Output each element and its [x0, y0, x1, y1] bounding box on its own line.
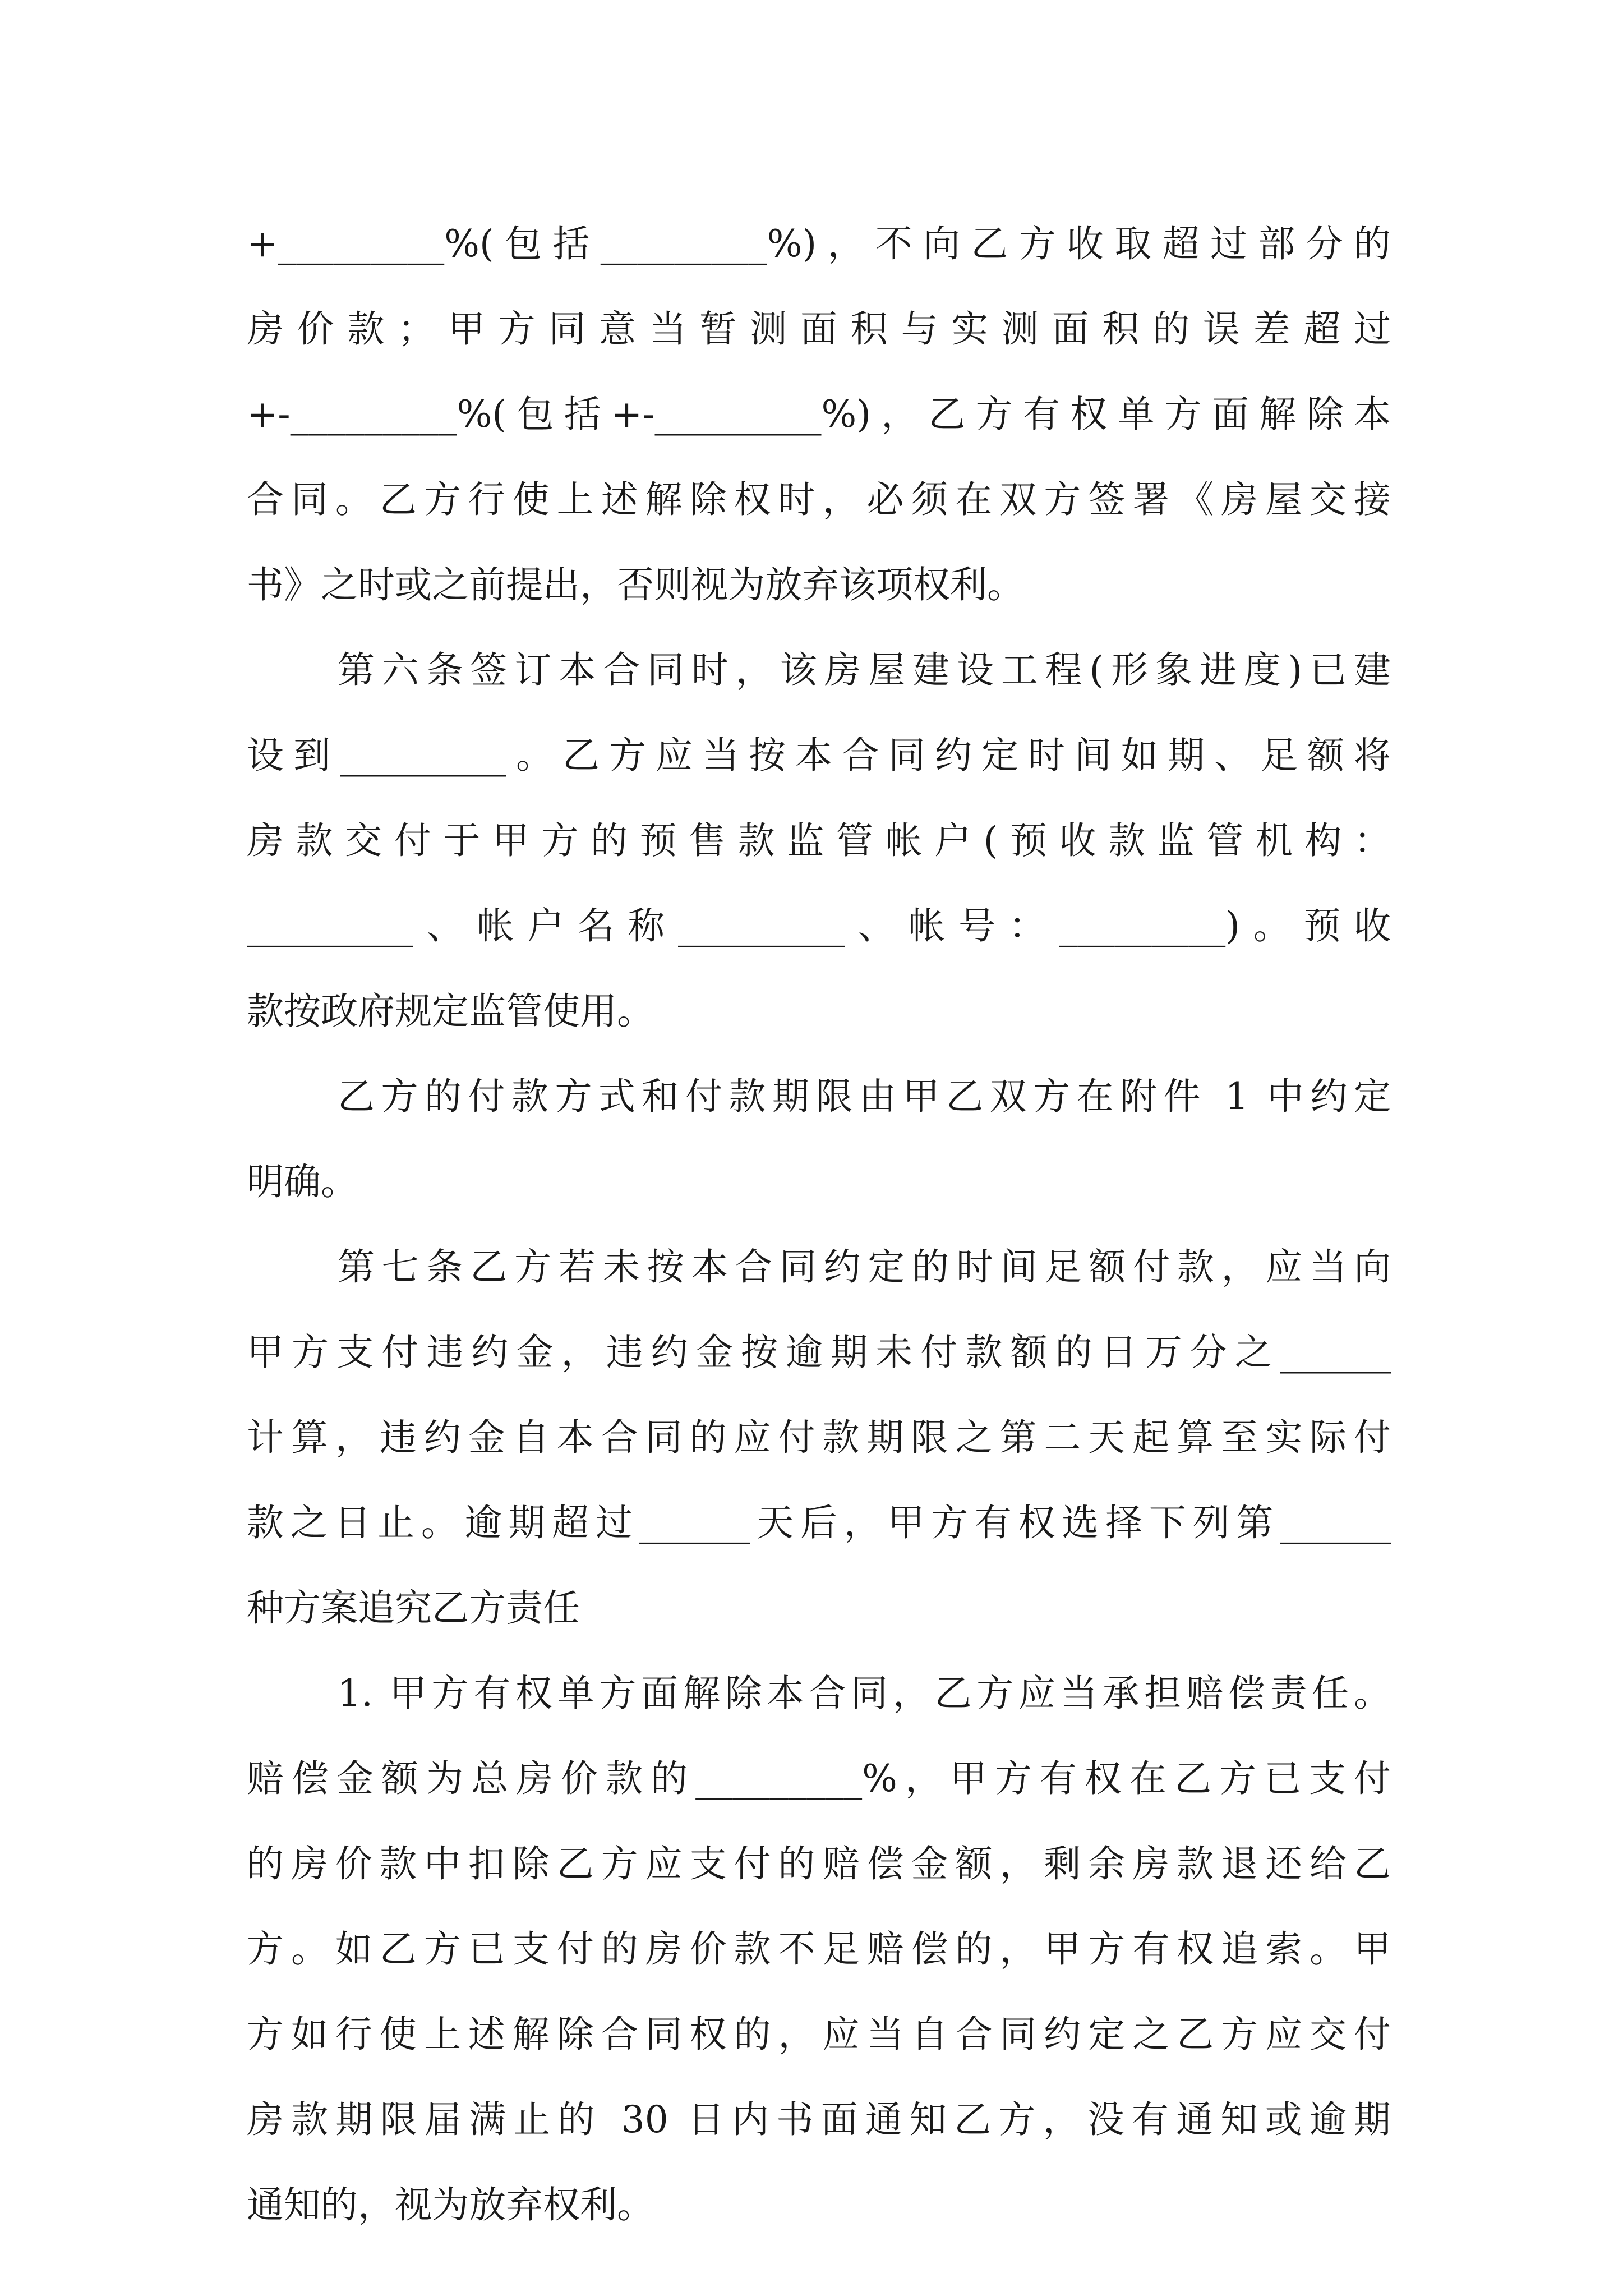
paragraph-start-line: 第六条签订本合同时，该房屋建设工程(形象进度)已建 — [338, 648, 1391, 692]
text-line: 房价款；甲方同意当暂测面积与实测面积的误差超过 — [247, 307, 1391, 351]
text-line: 房款期限届满止的 30 日内书面通知乙方，没有通知或逾期 — [247, 2098, 1391, 2141]
paragraph-start-line: 第七条乙方若未按本合同约定的时间足额付款，应当向 — [338, 1245, 1391, 1289]
text-line: 的房价款中扣除乙方应支付的赔偿金额，剩余房款退还给乙 — [247, 1842, 1391, 1885]
text-line: 设到_________。乙方应当按本合同约定时间如期、足额将 — [247, 734, 1391, 777]
text-line: 款按政府规定监管使用。 — [247, 990, 654, 1033]
text-line: 甲方支付违约金，违约金按逾期未付款额的日万分之______ — [247, 1331, 1391, 1374]
text-line: 通知的，视为放弃权利。 — [247, 2183, 654, 2226]
text-line: 种方案追究乙方责任 — [247, 1586, 580, 1630]
text-line: 方如行使上述解除合同权的，应当自合同约定之乙方应交付 — [247, 2013, 1391, 2056]
text-line: _________、帐户名称_________、帐号：_________)。预收 — [247, 904, 1391, 947]
text-line: +_________%(包括_________%)，不向乙方收取超过部分的 — [247, 222, 1391, 265]
text-line: +-_________%(包括+-_________%)，乙方有权单方面解除本 — [247, 393, 1391, 436]
text-line: 款之日止。逾期超过______天后，甲方有权选择下列第______ — [247, 1501, 1391, 1544]
text-line: 合同。乙方行使上述解除权时，必须在双方签署《房屋交接 — [247, 478, 1391, 521]
text-line: 书》之时或之前提出，否则视为放弃该项权利。 — [247, 563, 1024, 606]
text-line: 方。如乙方已支付的房价款不足赔偿的，甲方有权追索。甲 — [247, 1927, 1391, 1971]
paragraph-start-line: 乙方的付款方式和付款期限由甲乙双方在附件 1 中约定 — [338, 1075, 1391, 1118]
text-line: 计算，违约金自本合同的应付款期限之第二天起算至实际付 — [247, 1416, 1391, 1459]
text-line: 明确。 — [247, 1160, 358, 1203]
text-line: 房款交付于甲方的预售款监管帐户(预收款监管机构： — [247, 819, 1391, 862]
paragraph-start-line: 1. 甲方有权单方面解除本合同，乙方应当承担赔偿责任。 — [338, 1672, 1391, 1715]
text-line: 赔偿金额为总房价款的_________%，甲方有权在乙方已支付 — [247, 1757, 1391, 1800]
